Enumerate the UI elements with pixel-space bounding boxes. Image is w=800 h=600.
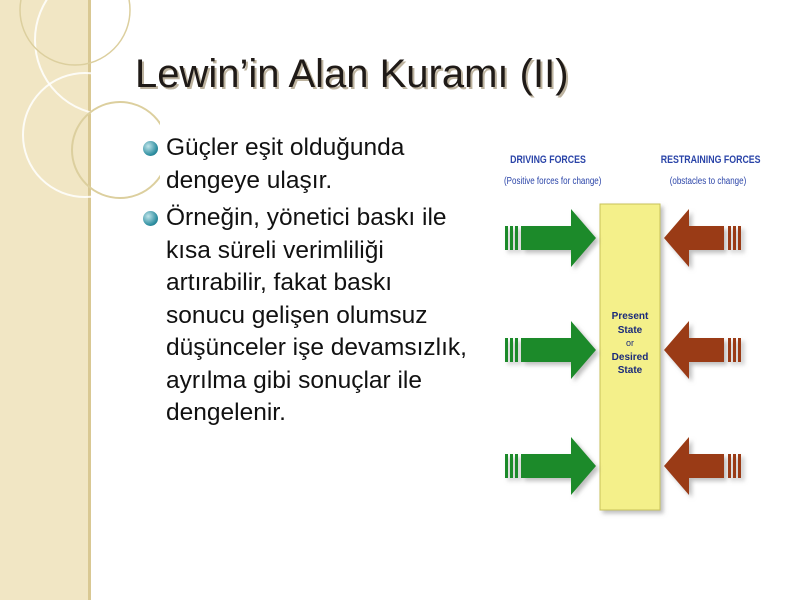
bullet-dot-icon [143, 141, 158, 156]
bullet-item [143, 202, 473, 430]
bullet-text: Örneğin, yönetici baskı ile kısa süreli verimliliği artırabilir, fakat baskı sonucu gelişen olumsuz düşünceler işe devamsızlık, ayrılma gibi sonuçlar ile dengelenir. [166, 204, 467, 426]
restraining-force-arrow [664, 209, 741, 267]
restraining-force-arrow [664, 437, 741, 495]
slide-title: Lewin’in Alan Kuramı (II) [135, 52, 569, 96]
state-label-line: State [617, 365, 643, 376]
driving-force-arrow [505, 209, 596, 267]
force-field-diagram [493, 148, 763, 528]
restraining-force-arrow [664, 321, 741, 379]
restraining-forces-subheading: (obstacles to change) [669, 176, 747, 187]
bullet-dot-icon [143, 211, 158, 226]
state-label-or: or [625, 338, 634, 348]
state-label-line: Desired [611, 351, 649, 363]
driving-force-arrow [505, 321, 596, 379]
decorative-circles [0, 0, 160, 260]
bullet-item [143, 132, 473, 197]
state-label-line: State [617, 324, 643, 336]
restraining-forces-heading: RESTRAINING FORCES [660, 154, 761, 166]
driving-force-arrow [505, 437, 596, 495]
driving-forces-heading: DRIVING FORCES [510, 154, 586, 166]
state-label [600, 310, 660, 378]
bullet-text: Güçler eşit olduğunda dengeye ulaşır. [166, 134, 405, 194]
bullet-list [143, 132, 473, 435]
driving-forces-subheading: (Positive forces for change) [504, 176, 602, 187]
state-label-line: Present [611, 311, 649, 322]
